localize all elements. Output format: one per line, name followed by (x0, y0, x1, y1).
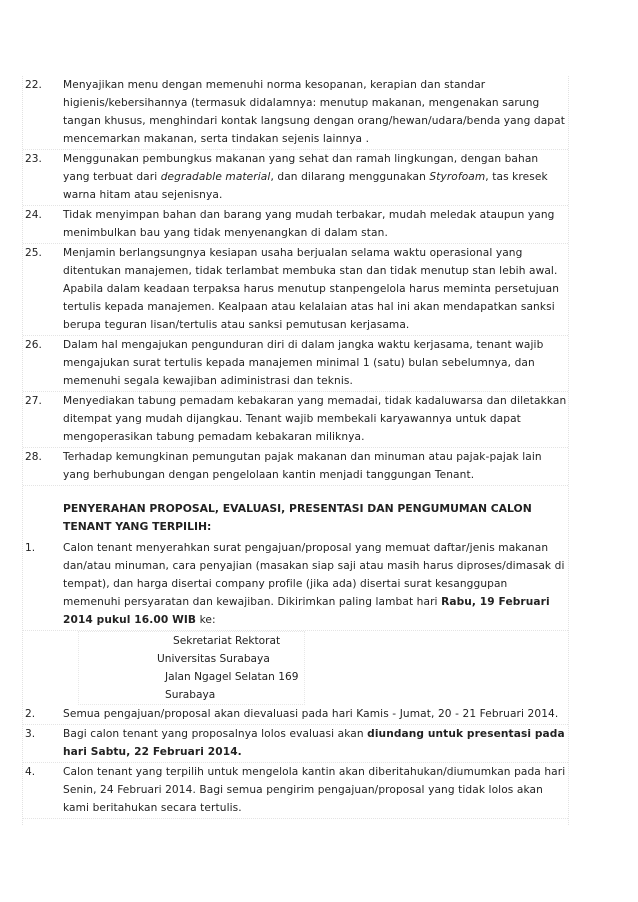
text-span: ke: (196, 614, 216, 626)
schedule-list (23, 705, 568, 819)
list-item-text (63, 336, 568, 391)
list-item-number: 4. (25, 766, 36, 778)
list-item-number: 1. (25, 542, 36, 554)
text-span: Calon tenant menyerahkan surat pengajuan/proposal yang memuat daftar/jenis makanan dan/atau minuman, cara penyajian (masakan siap saji atau masih harus diproses/dimasak di tempat), dan harga disertai company profile (jika ada) disertai surat kesanggupan memenuhi persyaratan dan kewajiban. Dikirimkan paling lambat hari (63, 542, 565, 608)
list-item-text (63, 244, 568, 335)
text-span: Terhadap kemungkinan pemungutan pajak makanan dan minuman atau pajak-pajak lain yang berhubungan dengan pengelolaan kantin menjadi tanggungan Tenant. (63, 451, 542, 481)
italic-text: Styrofoam (429, 171, 486, 183)
list-item (23, 150, 568, 206)
list-item-text (63, 725, 568, 762)
list-item (23, 725, 568, 763)
list-item (23, 539, 568, 631)
list-item-text (63, 763, 568, 818)
address-line: Jalan Ngagel Selatan 169 (165, 671, 299, 683)
text-span: Bagi calon tenant yang proposalnya lolos evaluasi akan (63, 728, 368, 740)
list-item-number: 25. (25, 247, 42, 259)
document-page (22, 76, 569, 825)
text-span: , dan dilarang menggunakan (270, 171, 430, 183)
address-line: Sekretariat Rektorat (173, 635, 281, 647)
list-item (23, 76, 568, 150)
text-span: Semua pengajuan/proposal akan dievaluasi pada hari Kamis - Jumat, 20 - 21 Februari 2014. (63, 708, 559, 720)
submission-list (23, 539, 568, 631)
text-span: Tidak menyimpan bahan dan barang yang mudah terbakar, mudah meledak ataupun yang menimbulkan bau yang tidak menyenangkan di dalam stan. (63, 209, 555, 239)
address-line: Universitas Surabaya (157, 653, 270, 665)
text-span: Menyediakan tabung pemadam kebakaran yang memadai, tidak kadaluwarsa dan diletakkan ditempat yang mudah dijangkau. Tenant wajib membekali karyawannya untuk dapat mengoperasikan tabung pemadam kebakaran miliknya. (63, 395, 567, 443)
list-item-text (63, 206, 568, 243)
section-heading: PENYERAHAN PROPOSAL, EVALUASI, PRESENTASI DAN PENGUMUMAN CALON TENANT YANG TERPILIH: (63, 502, 532, 533)
italic-text: degradable material (160, 171, 271, 183)
list-item (23, 336, 568, 392)
list-item-number: 26. (25, 339, 42, 351)
list-item-number: 3. (25, 728, 36, 740)
list-item-text (63, 448, 568, 485)
list-item-text (63, 76, 568, 149)
list-item-number: 24. (25, 209, 42, 221)
rules-list (23, 76, 568, 486)
list-item-number: 27. (25, 395, 42, 407)
list-item-number: 28. (25, 451, 42, 463)
list-item (23, 763, 568, 819)
bold-text: diundang untuk presentasi pada hari Sabtu, 22 Februari 2014. (63, 728, 565, 758)
list-item-text (63, 150, 568, 205)
text-span: Calon tenant yang terpilih untuk mengelola kantin akan diberitahukan/diumumkan pada hari Senin, 24 Februari 2014. Bagi semua pengirim pengajuan/proposal yang tidak lolos akan kami beritahukan secara tertulis. (63, 766, 566, 814)
list-item (23, 392, 568, 448)
text-span: , tas kresek warna hitam atau sejenisnya. (63, 171, 548, 201)
address-block (78, 631, 305, 705)
list-item-text (63, 539, 568, 630)
text-span: Menyajikan menu dengan memenuhi norma kesopanan, kerapian dan standar higienis/kebersihannya (termasuk didalamnya: menutup makanan, mengenakan sarung tangan khusus, menghindari kontak langsung dengan orang/hewan/udara/benda yang dapat mencemarkan makanan, serta tindakan sejenis lainnya . (63, 79, 565, 145)
list-item-text (63, 705, 568, 724)
list-item-number: 23. (25, 153, 42, 165)
list-item (23, 206, 568, 244)
list-item (23, 244, 568, 336)
text-span: Menggunakan pembungkus makanan yang sehat dan ramah lingkungan, dengan bahan yang terbuat dari (63, 153, 539, 183)
text-span: Dalam hal mengajukan pengunduran diri di dalam jangka waktu kerjasama, tenant wajib mengajukan surat tertulis kepada manajemen minimal 1 (satu) bulan sebelumnya, dan memenuhi segala kewajiban adiministrasi dan teknis. (63, 339, 544, 387)
bold-text: Rabu, 19 Februari 2014 pukul 16.00 WIB (63, 596, 550, 626)
list-item-number: 22. (25, 79, 42, 91)
list-item-text (63, 392, 568, 447)
address-line: Surabaya (165, 689, 216, 701)
text-span: Menjamin berlangsungnya kesiapan usaha berjualan selama waktu operasional yang ditentukan manajemen, tidak terlambat membuka stan dan tidak menutup stan lebih awal. Apabila dalam keadaan terpaksa harus menutup stanpengelola harus meminta persetujuan tertulis kepada manajemen. Kealpaan atau kelalaian atas hal ini akan mendapatkan sanksi berupa teguran lisan/tertulis atau sanksi pemutusan kerjasama. (63, 247, 560, 331)
list-item-number: 2. (25, 708, 36, 720)
list-item (23, 705, 568, 725)
list-item (23, 448, 568, 486)
